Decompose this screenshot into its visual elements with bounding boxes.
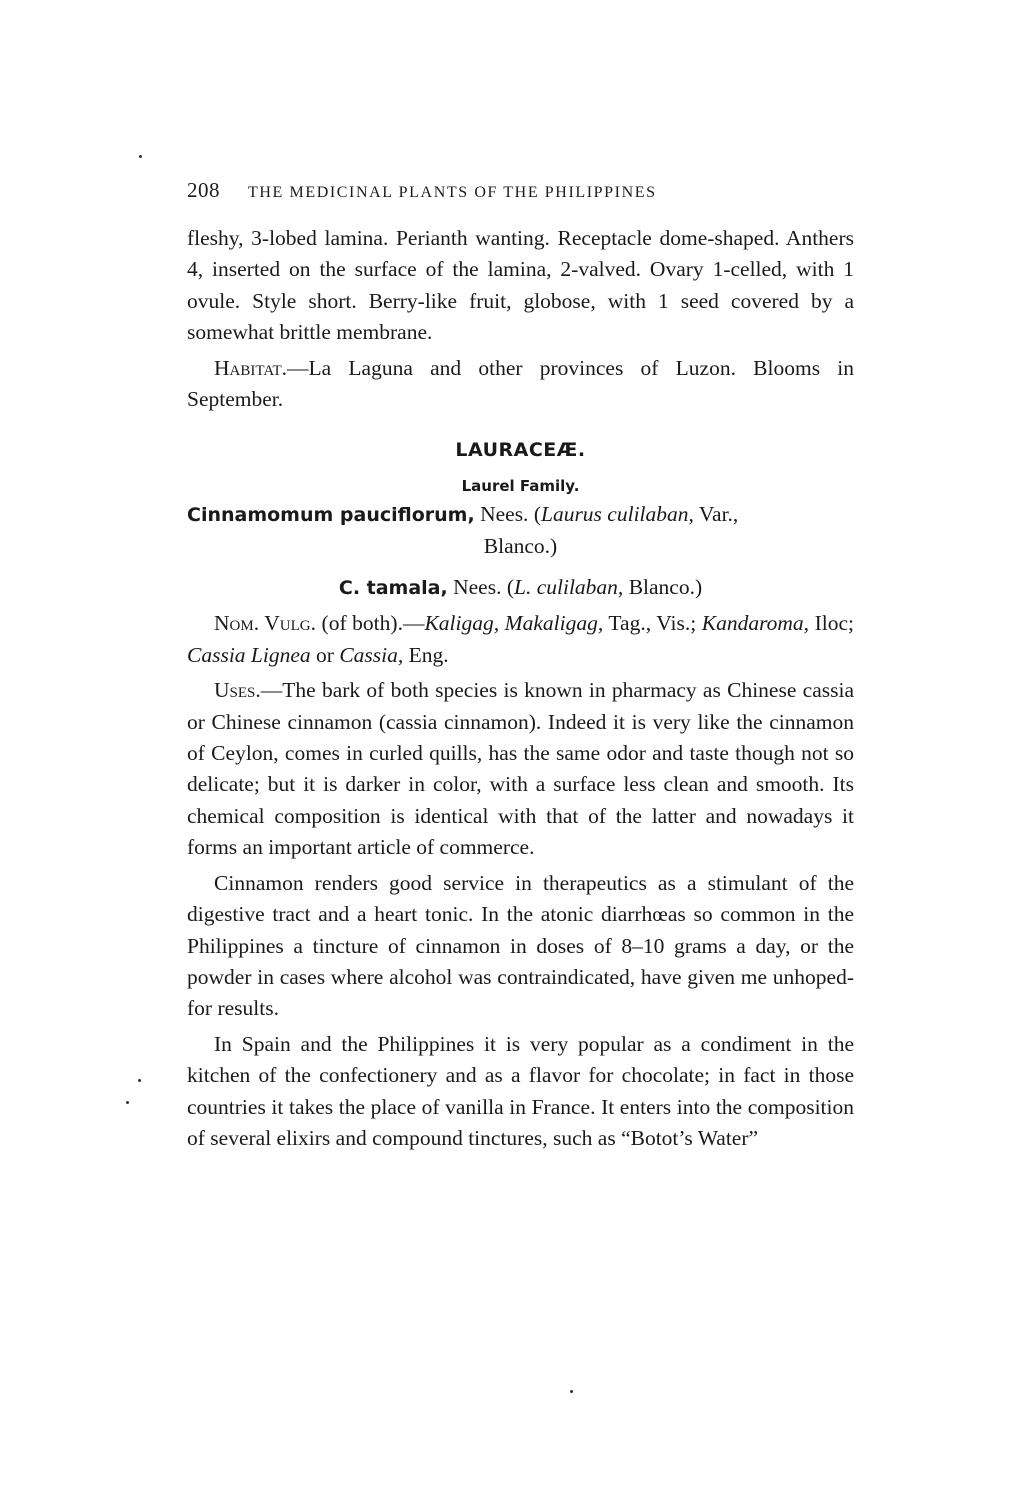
habitat-text: —La Laguna and other provinces of Luzon. Blooms in September.: [187, 355, 854, 412]
vernacular-names-tagalog: Kaligag, Makaligag,: [424, 611, 604, 636]
speck-mark: [126, 1101, 129, 1104]
species-name: Cinnamomum pauciflorum,: [187, 504, 475, 527]
species-name: C. tamala,: [338, 577, 448, 600]
language-tag: Eng.: [403, 642, 449, 667]
continuation-paragraph: fleshy, 3-lobed lamina. Perianth wanting. Receptacle dome-shaped. Anthers 4, inserted on the surface of the lamina, 2-valved. Ovary 1-celled, with 1 ovule. Style short. Berry-like fruit, globose, with 1 seed covered by a somewhat brittle membrane.: [187, 226, 854, 345]
page-header: [187, 178, 854, 203]
body-paragraph: Cinnamon renders good service in therapeutics as a stimulant of the digestive tract and a heart tonic. In the atonic diarrhœas so common in the Philippines a tincture of cinnamon in doses of 8–10 grams a day, or the powder in cases where alcohol was contraindicated, have given me unhoped-for results.: [187, 870, 854, 1021]
family-subtitle: Laurel Family.: [461, 477, 580, 496]
uses-label: Uses.: [214, 678, 261, 703]
synonym-rest: Blanco.): [623, 575, 703, 600]
language-tag: Tag., Vis.;: [603, 611, 702, 636]
synonym-author: Var.,: [693, 502, 739, 527]
nom-vulg-both: (of both).—: [315, 611, 425, 636]
speck-mark: [139, 155, 142, 158]
uses-paragraph: [187, 675, 854, 863]
synonym-name: L. culilaban,: [514, 575, 624, 600]
body-paragraph: In Spain and the Philippines it is very popular as a condiment in the kitchen of the confectionery and as a flavor for chocolate; in fact in those countries it takes the place of vanilla in France. It enters into the composition of several elixirs and compound tinctures, such as “Botot’s Water”: [187, 1031, 854, 1150]
synonym-line-2: Blanco.): [483, 534, 558, 559]
species-author: Nees.: [474, 502, 534, 527]
vernacular-names-english: Cassia Lignea: [187, 642, 311, 667]
family-title: LAURACEÆ.: [455, 439, 586, 462]
synonym-name: Laurus culilaban,: [540, 502, 694, 527]
conjunction: or: [310, 642, 340, 667]
species-heading-tamala: [187, 572, 854, 604]
nom-vulg-label: Nom. Vulg.: [214, 611, 316, 636]
synonym-open: (: [506, 575, 515, 600]
speck-mark: [138, 1079, 141, 1082]
vernacular-names-english-2: Cassia,: [339, 642, 404, 667]
page-number: 208: [187, 178, 220, 202]
uses-text: —The bark of both species is known in pharmacy as Chinese cassia or Chinese cinnamon (cassia cinnamon). Indeed it is very like the cinnamon of Ceylon, comes in curled quills, has the same odor and taste though not so delicate; but it is darker in color, with a surface less clean and smooth. Its chemical composition is identical with that of the latter and nowadays it forms an important article of commerce.: [187, 678, 854, 860]
speck-mark: [570, 1390, 573, 1393]
habitat-paragraph: [187, 353, 854, 416]
language-tag: Iloc;: [809, 611, 855, 636]
species-author: Nees.: [447, 575, 507, 600]
vernacular-names-paragraph: [187, 608, 854, 671]
species-heading-pauciflorum: [187, 499, 854, 562]
vernacular-names-iloco: Kandaroma,: [701, 611, 810, 636]
running-title: THE MEDICINAL PLANTS OF THE PHILIPPINES: [248, 184, 657, 201]
habitat-label: Habitat.: [214, 355, 288, 380]
book-page: [187, 178, 854, 1154]
synonym-open: (: [533, 502, 541, 527]
